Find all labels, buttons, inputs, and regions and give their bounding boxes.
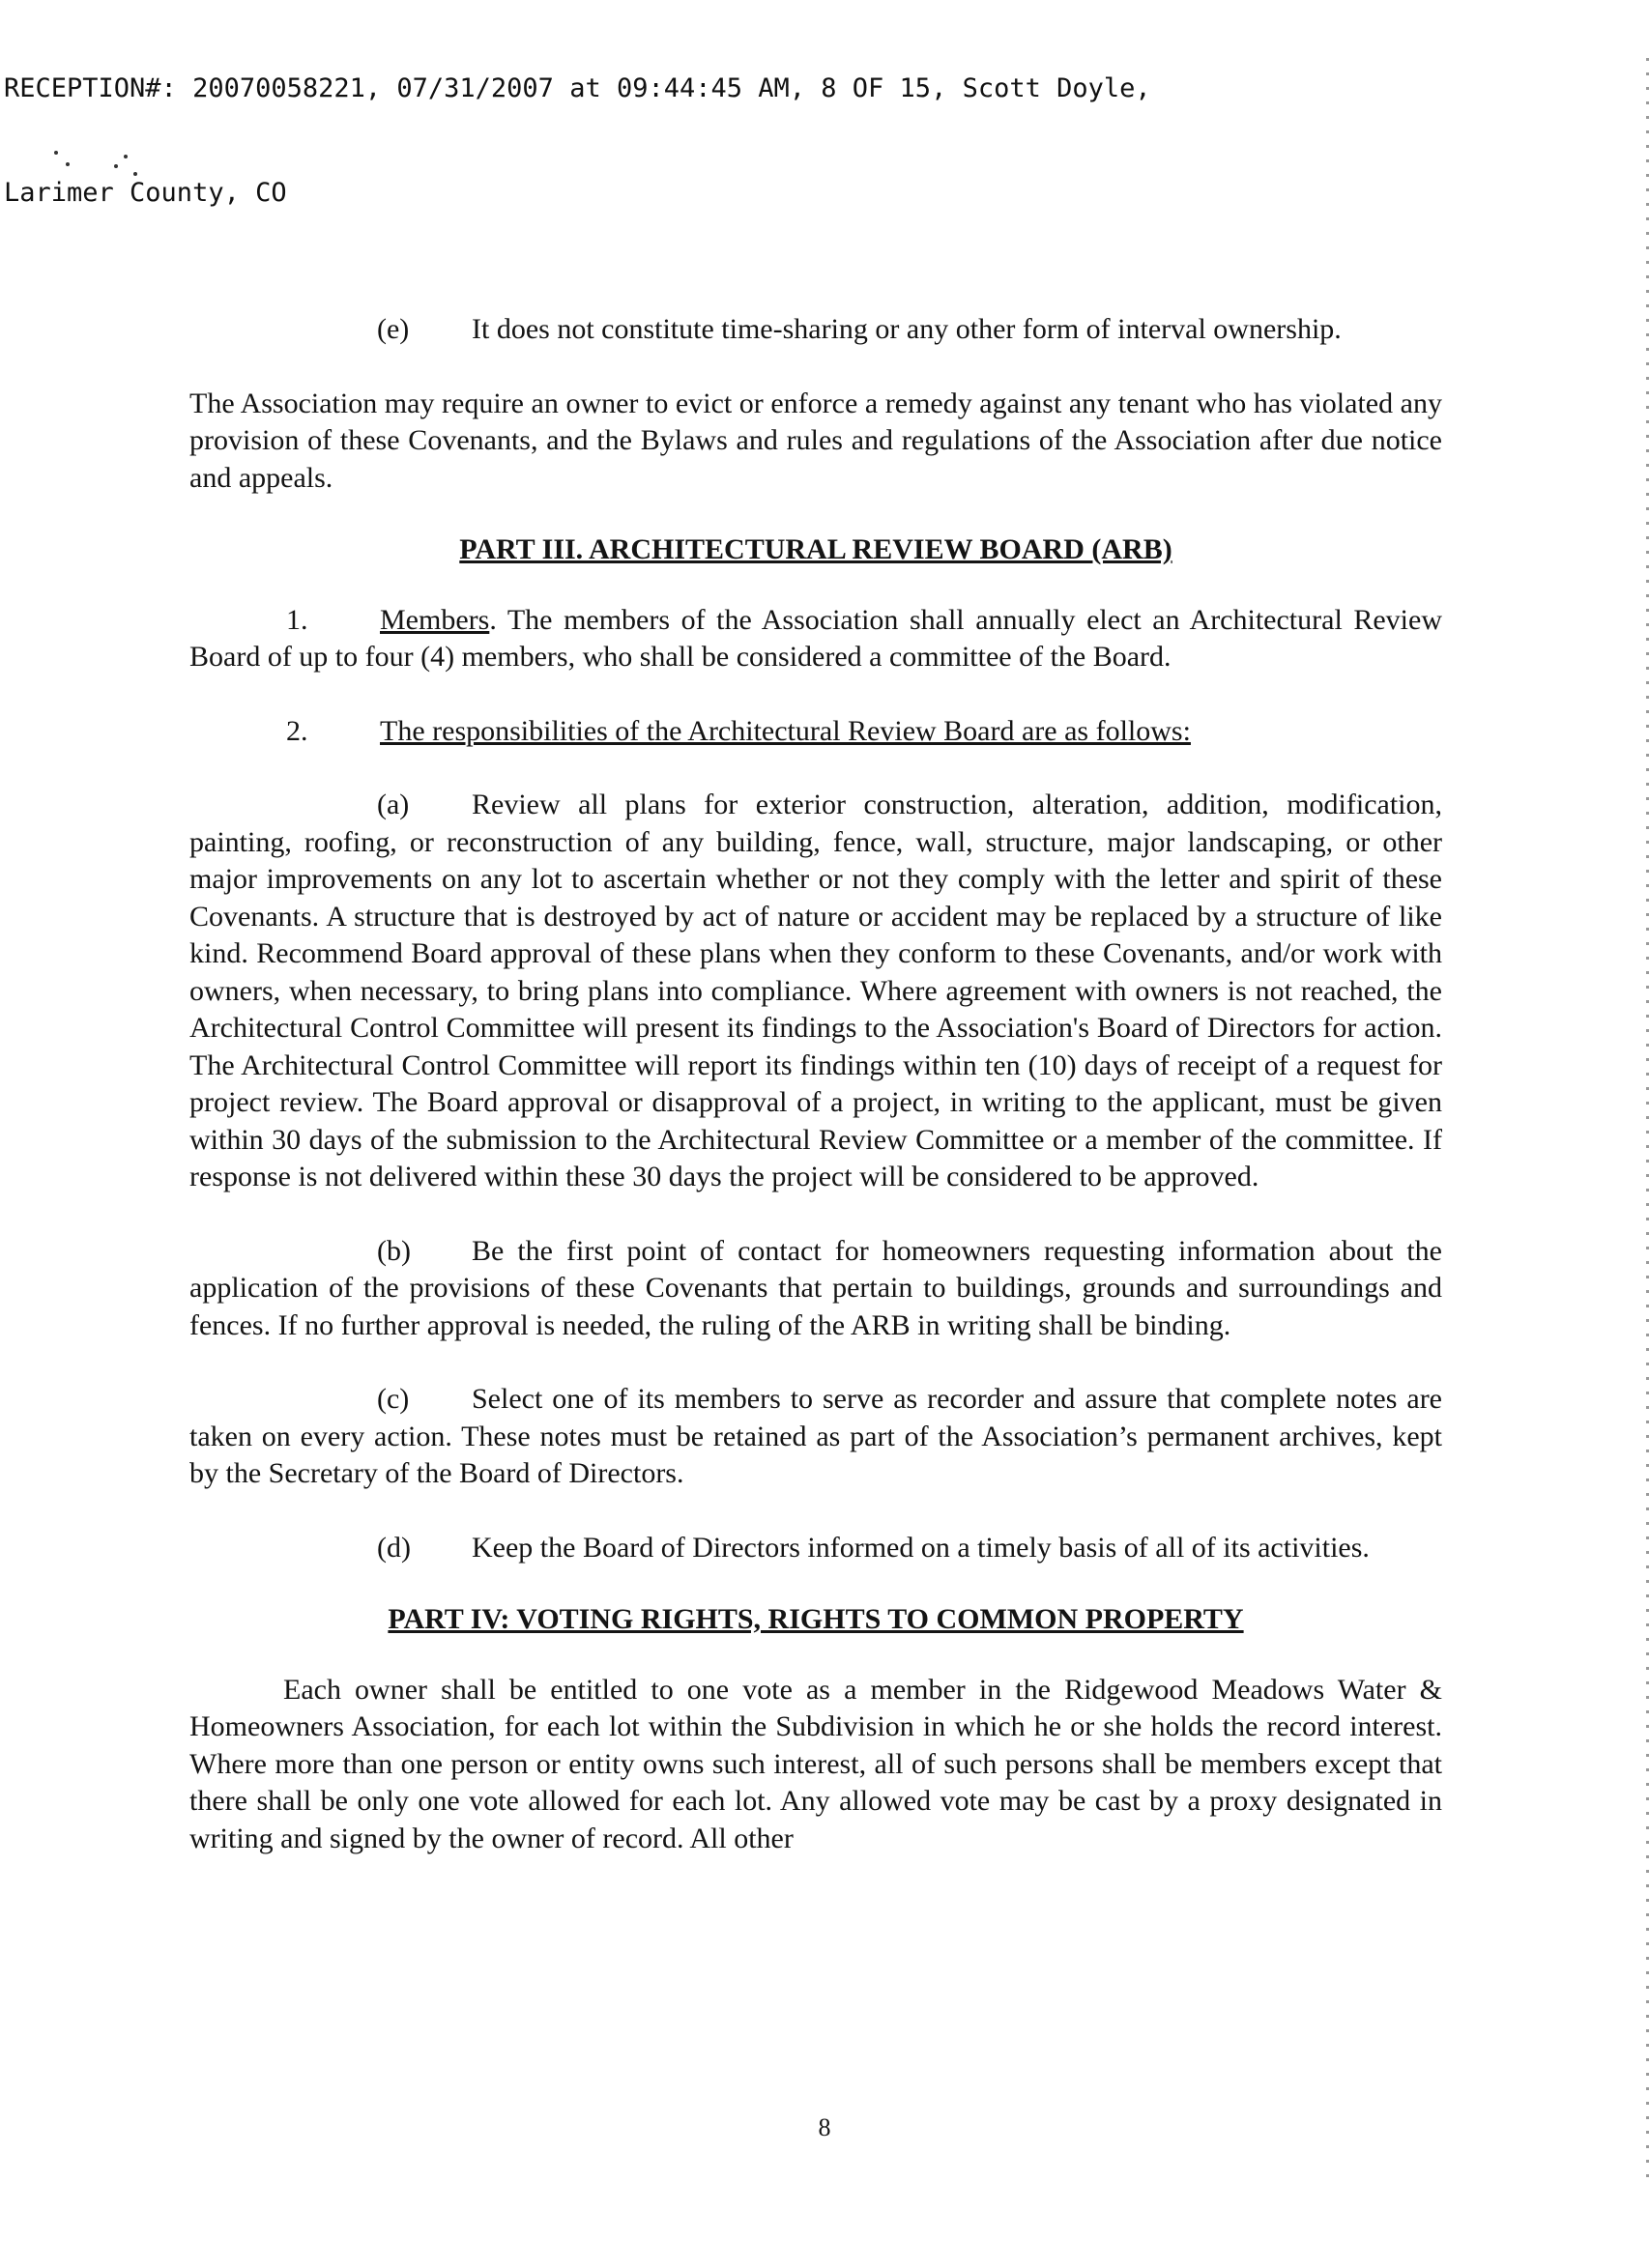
section-1-title: Members bbox=[380, 603, 490, 636]
clause-a-text: Review all plans for exterior construction, alteration, addition, modification, painting, roofing, or reconstruction of any building, fence, wall, structure, major landscaping, or other major improvements on any lot to ascertain whether or not they comply with the letter and spirit of these Covenants. A structure that is destroyed by act of nature or accident may be replaced by a structure of like kind. Recommend Board approval of these plans when they conform to these Covenants, and/or work with owners, when necessary, to bring plans into compliance. Where agreement with owners is not reached, the Architectural Control Committee will present its findings to the Association's Board of Directors for action. The Architectural Control Committee will report its findings within ten (10) days of receipt of a request for project review. The Board approval or disapproval of a project, in writing to the applicant, must be given within 30 days of the submission to the Architectural Review Committee or a member of the committee. If response is not delivered within these 30 days the project will be considered to be approved. bbox=[189, 789, 1442, 1192]
section-2-number: 2. bbox=[286, 714, 308, 747]
clause-a-label: (a) bbox=[377, 789, 410, 820]
clause-d-label: (d) bbox=[377, 1531, 411, 1564]
recording-stamp bbox=[4, 2, 1550, 245]
recording-stamp-line-2: Larimer County, CO bbox=[4, 178, 287, 208]
clause-d bbox=[189, 1530, 1442, 1567]
clause-e-text: It does not constitute time-sharing or any other form of interval ownership. bbox=[472, 313, 1342, 345]
section-2 bbox=[189, 713, 1442, 751]
clause-c-text: Select one of its members to serve as recorder and assure that complete notes are taken on every action. These notes must be retained as part of the Association’s permanent archives, kept by the Secretary of the Board of Directors. bbox=[189, 1383, 1442, 1489]
clause-e bbox=[189, 311, 1442, 349]
clause-c bbox=[189, 1381, 1442, 1493]
part-4-heading: PART IV: VOTING RIGHTS, RIGHTS TO COMMON PROPERTY bbox=[388, 1603, 1244, 1635]
section-2-text: The responsibilities of the Architectural Review Board are as follows: bbox=[380, 714, 1191, 747]
clause-d-text: Keep the Board of Directors informed on a timely basis of all of its activities. bbox=[472, 1531, 1370, 1564]
clause-a bbox=[189, 787, 1442, 1196]
clause-b-text: Be the first point of contact for homeowners requesting information about the application of the provisions of these Covenants that pertain to buildings, grounds and surroundings and fences. If no further approval is needed, the ruling of the ARB in writing shall be binding. bbox=[189, 1234, 1442, 1341]
scan-specks bbox=[52, 145, 168, 193]
part-3-heading: PART III. ARCHITECTURAL REVIEW BOARD (ARB) bbox=[459, 533, 1172, 565]
section-1-text: . The members of the Association shall annually elect an Architectural Review Board of up to four (4) members, who shall be considered a committee of the Board. bbox=[189, 603, 1442, 673]
clause-e-label: (e) bbox=[377, 313, 410, 345]
page-number: 8 bbox=[818, 2113, 831, 2141]
recording-stamp-line-1: RECEPTION#: 20070058221, 07/31/2007 at 09:44:45 AM, 8 OF 15, Scott Doyle, bbox=[4, 73, 1151, 103]
clause-b-label: (b) bbox=[377, 1234, 411, 1267]
association-paragraph: The Association may require an owner to evict or enforce a remedy against any tenant who has violated any provision of these Covenants, and the Bylaws and rules and regulations of the Association after due notice and appeals. bbox=[189, 387, 1442, 494]
section-1 bbox=[189, 602, 1442, 676]
clause-b bbox=[189, 1233, 1442, 1345]
voting-paragraph: Each owner shall be entitled to one vote as a member in the Ridgewood Meadows Water & Homeowners Association, for each lot within the Subdivision in which he or she holds the record interest. Where more than one person or entity owns such interest, all of such persons shall be members except that there shall be only one vote allowed for each lot. Any allowed vote may be cast by a proxy designated in writing and signed by the owner of record. All other bbox=[189, 1673, 1442, 1854]
document-body bbox=[189, 311, 1442, 1857]
section-1-number: 1. bbox=[286, 603, 308, 636]
clause-c-label: (c) bbox=[377, 1383, 410, 1415]
